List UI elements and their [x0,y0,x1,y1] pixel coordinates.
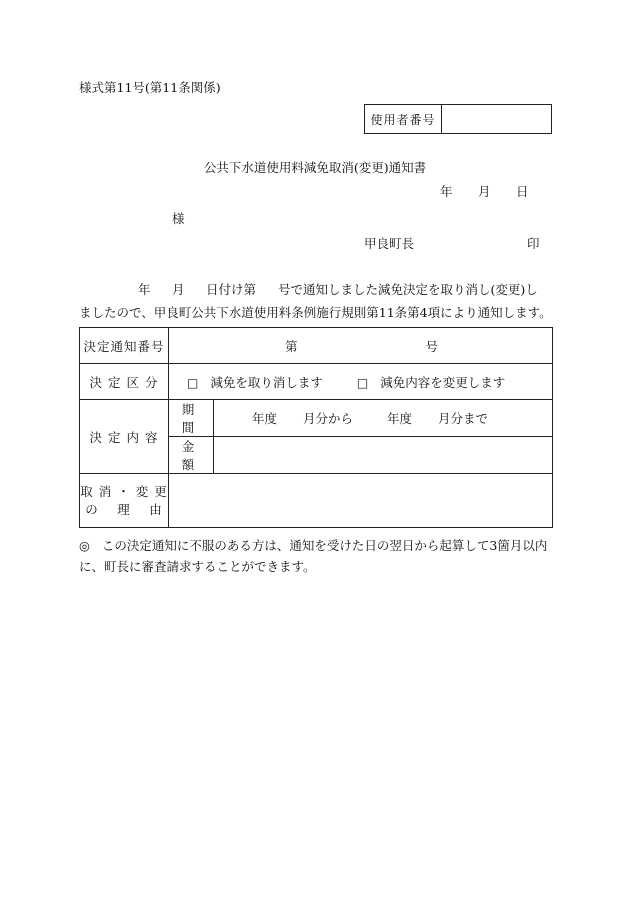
change-option-label: 減免内容を変更します [380,374,506,390]
amount-field[interactable] [214,437,553,474]
date-day-label: 日 [516,184,529,199]
notice-no-prefix: 第 [285,338,298,354]
content-label: 決 定 内 容 [80,400,169,474]
user-number-field[interactable] [442,105,551,133]
period-from-year: 年度 [252,411,278,426]
cancel-checkbox[interactable]: □ [187,375,199,390]
table-row-category [80,364,553,400]
notice-no-label: 決定通知番号 [80,328,169,364]
addressee-suffix: 様 [172,211,185,226]
notice-body [79,278,553,324]
table-row-notice-no [80,328,553,364]
notice-no-cell[interactable] [169,328,553,364]
period-value[interactable] [214,400,553,437]
note-mark: ◎ [79,538,90,553]
issuer-title: 甲良町長 [364,236,415,251]
body-dated-no: 日付け第 [206,282,257,297]
seal-mark: 印 [527,236,540,251]
reason-label [80,474,169,528]
table-row-period [80,400,553,437]
body-month: 月 [172,282,185,297]
period-from-month: 月分から [303,411,354,426]
period-label: 期 間 [169,400,214,437]
body-line-1 [79,278,553,301]
amount-label: 金 額 [169,437,214,474]
form-number-label: 様式第11号(第11条関係) [79,80,221,95]
body-line-2: ましたので、甲良町公共下水道使用料条例施行規則第11条第4項により通知します。 [79,305,552,320]
reason-field[interactable] [169,474,553,528]
document-title: 公共下水道使用料減免取消(変更)通知書 [203,160,427,175]
period-to-year: 年度 [387,411,413,426]
notice-no-suffix: 号 [425,338,439,354]
category-label: 決 定 区 分 [80,364,169,400]
user-number-label: 使用者番号 [365,105,442,133]
date-month-label: 月 [478,184,491,199]
issue-date [440,182,529,200]
date-year-label: 年 [440,184,453,199]
body-year: 年 [138,282,151,297]
category-options [169,364,553,400]
decision-table [79,327,553,528]
reason-label-line2: の 理 由 [85,501,163,517]
body-line1-rest: 号で通知しました減免決定を取り消し(変更)し [278,282,538,297]
change-checkbox[interactable]: □ [356,375,369,390]
user-number-box [364,104,552,134]
period-to-month: 月分まで [438,411,489,426]
cancel-option-label: 減免を取り消します [210,374,323,390]
appeal-note [79,535,553,577]
table-row-reason [80,474,553,528]
note-text: この決定通知に不服のある方は、通知を受けた日の翌日から起算して3箇月以内に、町長に審査請求することができます。 [79,538,548,574]
reason-label-line1: 取 消 ・ 変 更 [80,483,168,499]
